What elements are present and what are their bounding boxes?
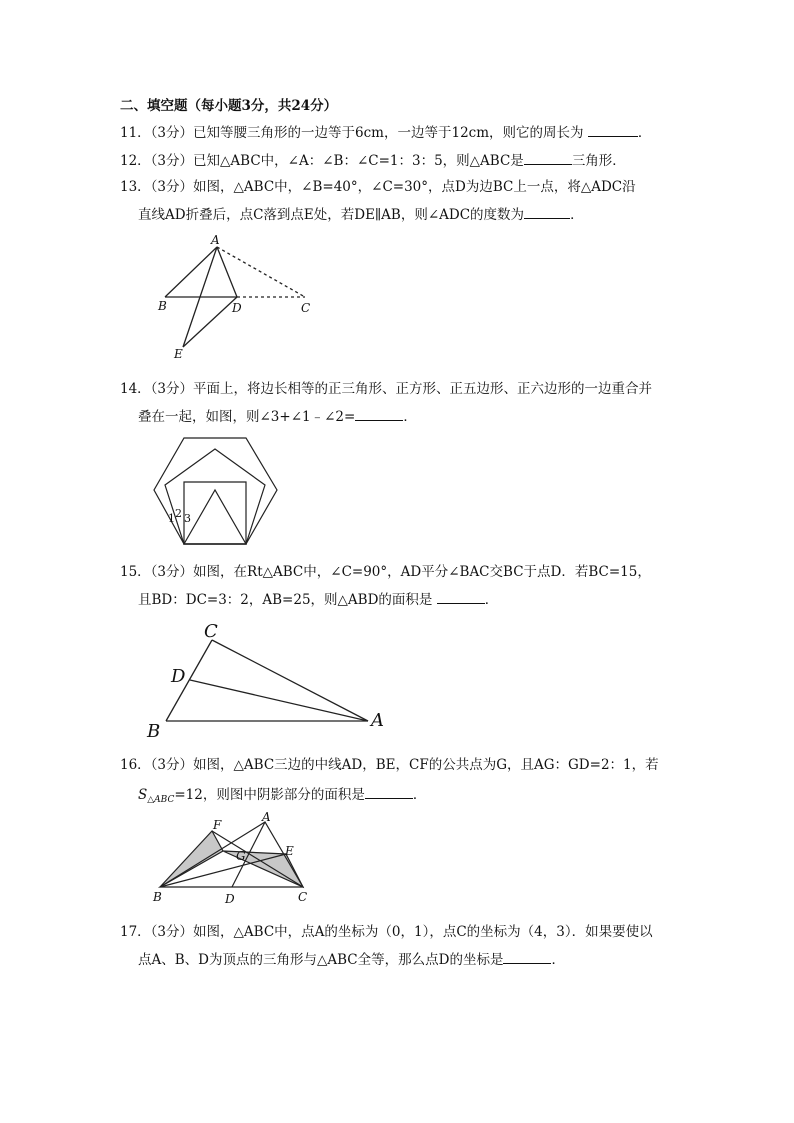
- label-d: D: [225, 892, 235, 906]
- label-g: G: [236, 849, 246, 863]
- label-d: D: [171, 666, 186, 687]
- question-16-line2: $S_{\triangle ABC}=12$，则图中阴影部分的面积是 ．: [138, 784, 426, 810]
- answer-blank[interactable]: [524, 150, 572, 165]
- figure-q16: [145, 810, 325, 910]
- label-a: A: [211, 233, 220, 247]
- angle-label-3: 3: [184, 512, 191, 525]
- question-17-line2: 点A、B、D为顶点的三角形与△ABC全等，那么点D的坐标是 ．: [138, 949, 565, 970]
- question-text-line1: 如图，△ABC中，点A的坐标为（0，1），点C的坐标为（4，3）．如果要使以: [193, 924, 653, 940]
- answer-blank[interactable]: [503, 949, 551, 964]
- label-a: A: [262, 810, 271, 824]
- question-11: 11．（3分）已知等腰三角形的一边等于6cm，一边等于12cm，则它的周长为 ．: [120, 122, 651, 143]
- label-c: C: [298, 890, 308, 904]
- angle-label-1: 1: [168, 512, 175, 525]
- label-e: E: [174, 347, 183, 361]
- section-title: 二、填空题（每小题3分，共24分）: [120, 98, 338, 114]
- question-text: 已知△ABC中，∠A：∠B：∠C=1：3：5，则△ABC是: [193, 153, 524, 169]
- question-12: 12．（3分）已知△ABC中，∠A：∠B：∠C=1：3：5，则△ABC是 三角形．: [120, 150, 626, 171]
- label-c: C: [204, 621, 218, 642]
- question-number: 14．（3分）: [120, 381, 194, 397]
- question-text: 已知等腰三角形的一边等于6cm，一边等于12cm，则它的周长为: [193, 125, 584, 141]
- label-f: F: [213, 818, 222, 832]
- question-17: [120, 922, 653, 942]
- question-text-line1: 如图，△ABC中，∠B=40°，∠C=30°，点D为边BC上一点，将△ADC沿: [193, 179, 636, 195]
- question-number: 11．（3分）: [120, 125, 194, 141]
- label-c: C: [301, 301, 311, 315]
- answer-blank[interactable]: [588, 122, 638, 137]
- question-text-line1: 如图，△ABC三边的中线AD，BE，CF的公共点为G，且AG：GD=2：1，若: [193, 757, 659, 773]
- question-text-line1: 平面上，将边长相等的正三角形、正方形、正五边形、正六边形的一边重合并: [193, 381, 653, 397]
- figure-q15: [140, 618, 390, 743]
- question-text-line1: 如图，在Rt△ABC中，∠C=90°，AD平分∠BAC交BC于点D．若BC=15，: [193, 564, 651, 580]
- question-14-line2: 叠在一起，如图，则∠3+∠1﹣∠2= ．: [138, 406, 417, 427]
- answer-blank[interactable]: [524, 204, 570, 219]
- question-number: 12．（3分）: [120, 153, 194, 169]
- question-16: [120, 755, 659, 775]
- angle-label-2: 2: [175, 507, 182, 520]
- answer-blank[interactable]: [355, 406, 403, 421]
- question-number: 16．（3分）: [120, 757, 194, 773]
- question-13: [120, 177, 636, 197]
- label-b: B: [158, 299, 167, 313]
- question-number: 13．（3分）: [120, 179, 194, 195]
- question-14: [120, 379, 652, 399]
- question-number: 17．（3分）: [120, 924, 194, 940]
- label-d: D: [232, 301, 242, 315]
- answer-blank[interactable]: [437, 589, 485, 604]
- label-e: E: [285, 844, 294, 858]
- label-b: B: [153, 890, 162, 904]
- question-15: [120, 562, 651, 582]
- label-b: B: [147, 721, 161, 742]
- figure-q14: [150, 430, 285, 550]
- figure-q13: [150, 230, 330, 365]
- question-15-line2: 且BD：DC=3：2，AB=25，则△ABD的面积是 ．: [138, 589, 498, 610]
- answer-blank[interactable]: [365, 784, 413, 799]
- question-13-line2: 直线AD折叠后，点C落到点E处，若DE∥AB，则∠ADC的度数为 ．: [138, 204, 584, 225]
- question-number: 15．（3分）: [120, 564, 194, 580]
- label-a: A: [371, 710, 384, 731]
